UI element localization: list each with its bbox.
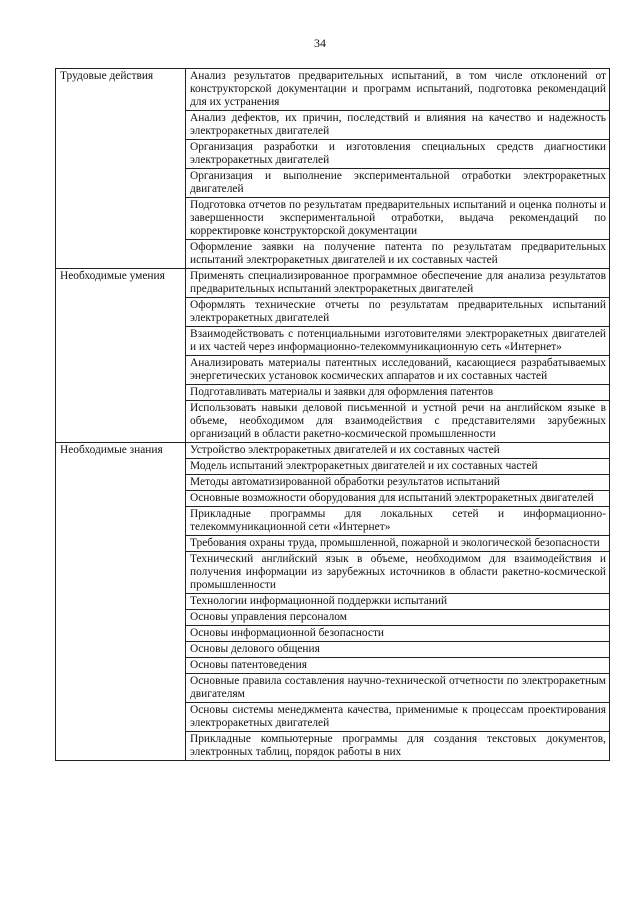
table-cell: Основные правила составления научно-технической отчетности по электроракетным двигателям [186, 674, 610, 703]
table-cell: Основные возможности оборудования для испытаний электроракетных двигателей [186, 491, 610, 507]
table-cell: Подготовка отчетов по результатам предварительных испытаний и оценка полноты и завершенности экспериментальной отработки, выдача рекомендаций по корректировке конструкторской документации [186, 198, 610, 240]
table-cell: Требования охраны труда, промышленной, пожарной и экологической безопасности [186, 536, 610, 552]
table-row [56, 443, 610, 459]
table-row [56, 69, 610, 111]
table-cell: Применять специализированное программное обеспечение для анализа результатов предварительных испытаний электроракетных двигателей [186, 269, 610, 298]
table-row [56, 269, 610, 298]
table-cell: Основы делового общения [186, 642, 610, 658]
table-cell: Основы системы менеджмента качества, применимые к процессам проектирования электроракетных двигателей [186, 703, 610, 732]
table-cell: Оформлять технические отчеты по результатам предварительных испытаний электроракетных двигателей [186, 298, 610, 327]
table-cell: Организация и выполнение экспериментальной отработки электроракетных двигателей [186, 169, 610, 198]
page-number: 34 [314, 36, 326, 50]
table-cell: Оформление заявки на получение патента по результатам предварительных испытаний электроракетных двигателей и их составных частей [186, 240, 610, 269]
table-cell: Основы информационной безопасности [186, 626, 610, 642]
table-cell: Анализировать материалы патентных исследований, касающиеся разрабатываемых энергетических установок космических аппаратов и их составных частей [186, 356, 610, 385]
table-cell: Основы управления персоналом [186, 610, 610, 626]
table-cell: Устройство электроракетных двигателей и их составных частей [186, 443, 610, 459]
table-cell: Использовать навыки деловой письменной и устной речи на английском языке в объеме, необходимом для взаимодействия с представителями зарубежных организаций в области ракетно-космической промышленности [186, 401, 610, 443]
table-cell: Технологии информационной поддержки испытаний [186, 594, 610, 610]
table-cell: Основы патентоведения [186, 658, 610, 674]
table-cell: Анализ результатов предварительных испытаний, в том числе отклонений от конструкторской документации и программ испытаний, подготовка рекомендаций для их устранения [186, 69, 610, 111]
table-cell: Анализ дефектов, их причин, последствий и влияния на качество и надежность электроракетных двигателей [186, 111, 610, 140]
section-label: Необходимые знания [56, 443, 186, 761]
table-cell: Подготавливать материалы и заявки для оформления патентов [186, 385, 610, 401]
section-label: Необходимые умения [56, 269, 186, 443]
table-cell: Взаимодействовать с потенциальными изготовителями электроракетных двигателей и их частей через информационно-телекоммуникационную сеть «Интернет» [186, 327, 610, 356]
section-label: Трудовые действия [56, 69, 186, 269]
table-cell: Технический английский язык в объеме, необходимом для взаимодействия и получения информации из зарубежных источников в области ракетно-космической промышленности [186, 552, 610, 594]
table-cell: Прикладные программы для локальных сетей и информационно-телекоммуникационной сети «Интернет» [186, 507, 610, 536]
table-cell: Прикладные компьютерные программы для создания текстовых документов, электронных таблиц, порядок работы в них [186, 732, 610, 761]
requirements-table [55, 68, 610, 761]
table-cell: Модель испытаний электроракетных двигателей и их составных частей [186, 459, 610, 475]
table-cell: Методы автоматизированной обработки результатов испытаний [186, 475, 610, 491]
table-cell: Организация разработки и изготовления специальных средств диагностики электроракетных двигателей [186, 140, 610, 169]
